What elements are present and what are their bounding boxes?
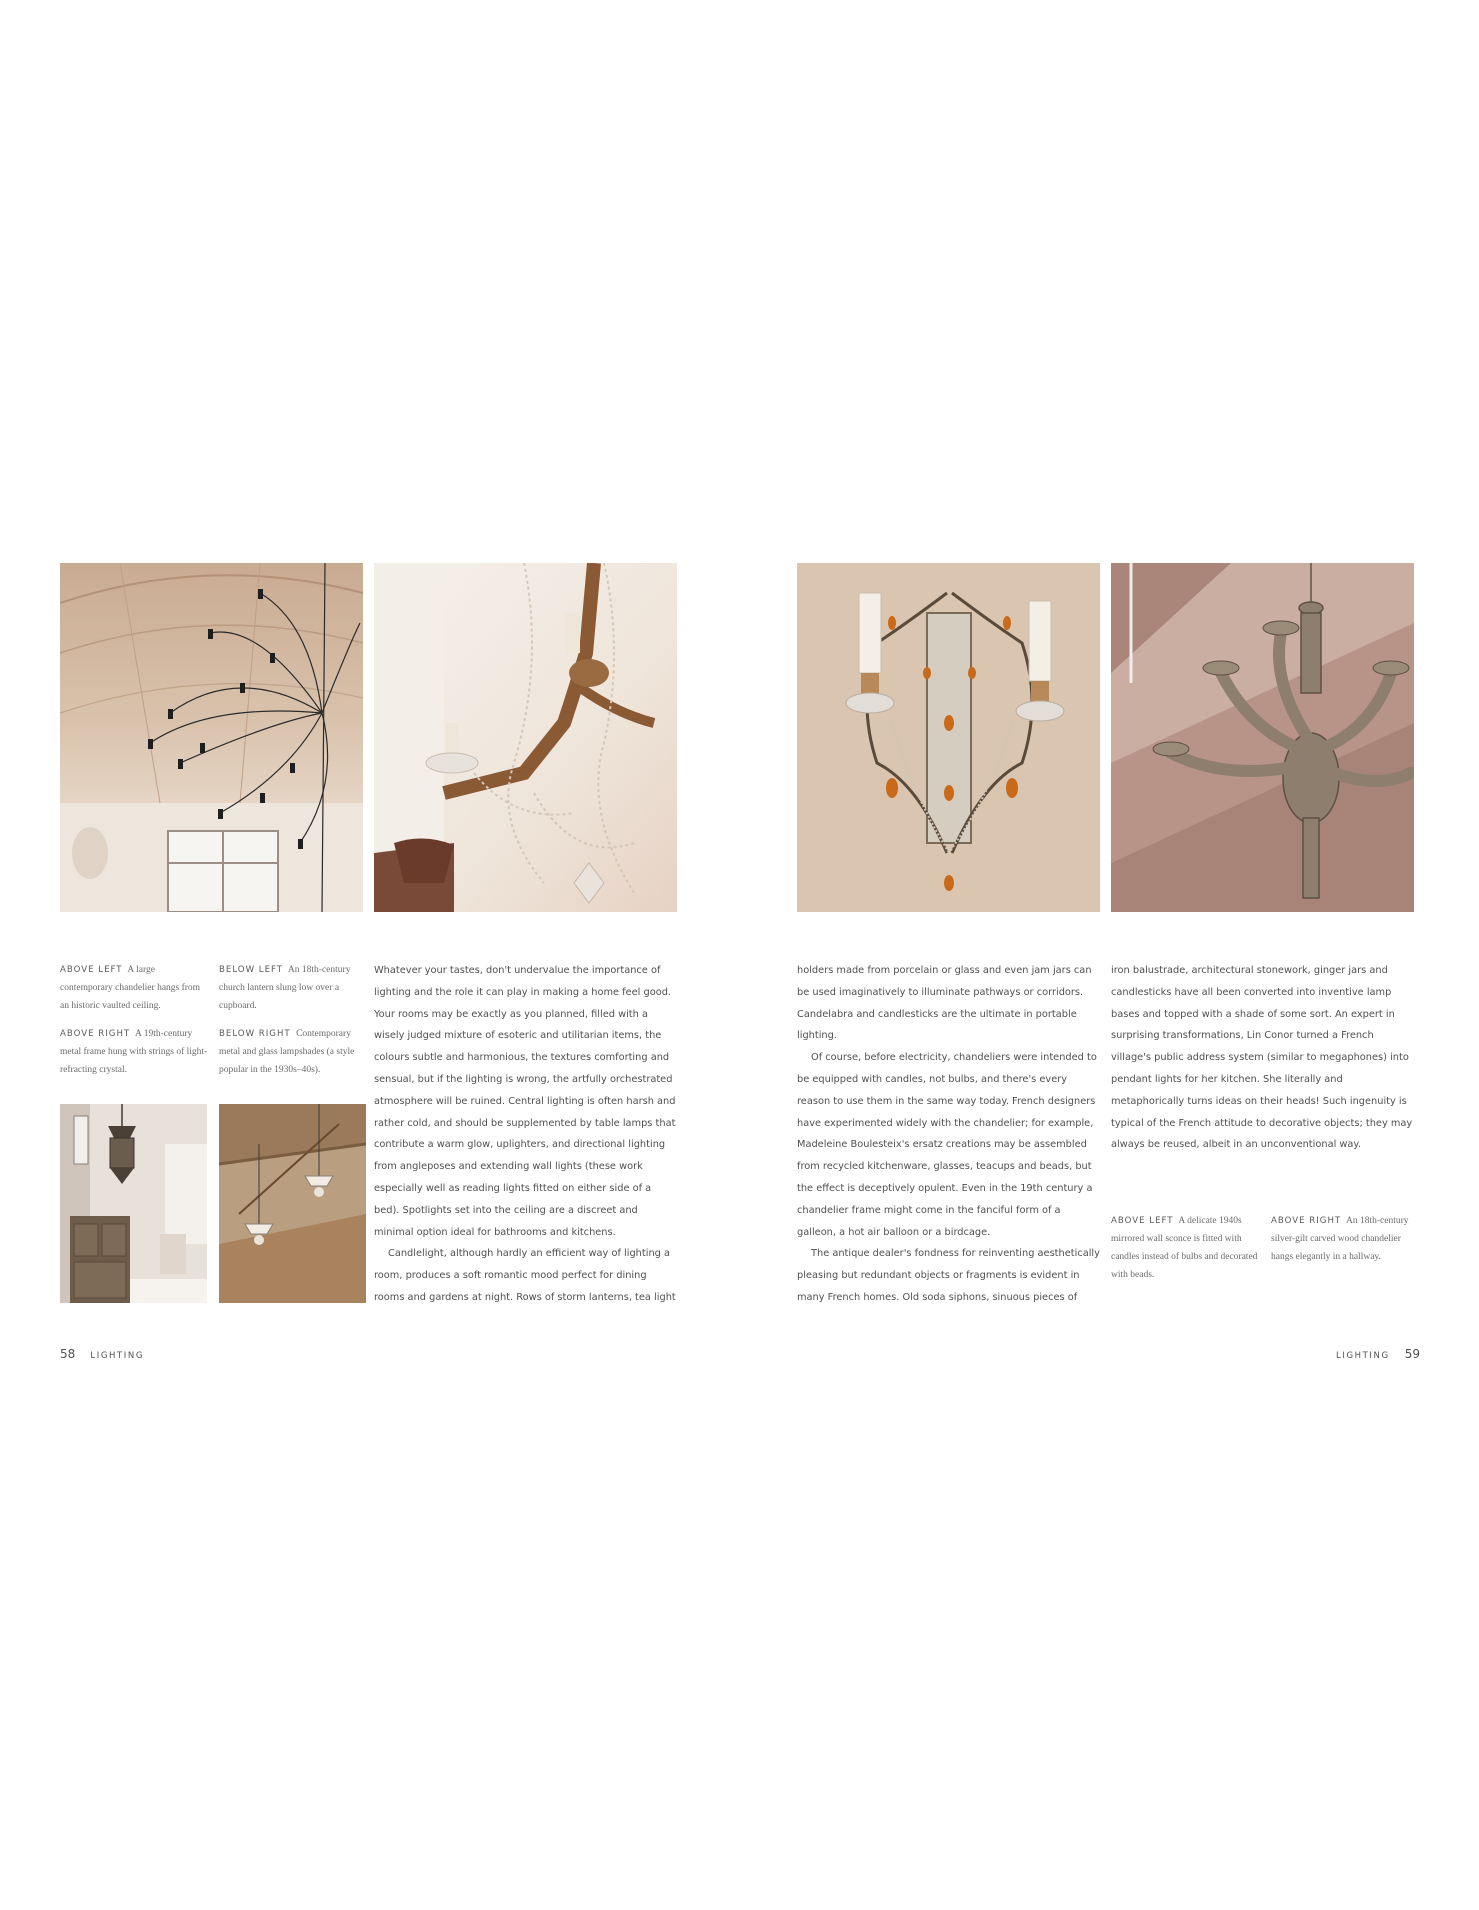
caption-label: ABOVE RIGHT (60, 1029, 131, 1039)
caption-label: BELOW LEFT (219, 965, 284, 975)
photo-church-lantern (60, 1104, 207, 1303)
photo-contemporary-chandelier (60, 563, 363, 912)
caption-above-left (1111, 1212, 1261, 1284)
page-number: 59 (1404, 1347, 1421, 1361)
caption-below-right (219, 1025, 369, 1079)
caption-label: ABOVE LEFT (60, 965, 123, 975)
body-paragraph: Of course, before electricity, chandeliers were intended to be equipped with candles, not bulbs, and there's every reason to use them in the same way today. French designers have experimented widely with the chandelier; for example, Madeleine Boulesteix's ersatz creations may be assembled from recycled kitchenware, glasses, teacups and beads, but the effect is deceptively opulent. Even in the 19th century a chandelier frame might come in the fanciful form of a galleon, a hot air balloon or a birdcage. (797, 1052, 1097, 1238)
caption-text: A delicate 1940s mirrored wall sconce is fitted with candles instead of bulbs and decorated with beads. (1111, 1216, 1258, 1280)
body-paragraph: iron balustrade, architectural stonework, ginger jars and candlesticks have all been converted into inventive lamp bases and topped with a shade of some sort. An expert in surprising transformations, Lin Conor turned a French village's public address system (similar to megaphones) into pendant lights for her kitchen. She literally and metaphorically turns ideas on their heads! Such ingenuity is typical of the French attitude to decorative objects; they may always be reused, albeit in an unconventional way. (1111, 965, 1413, 1151)
photo-carved-wood-chandelier (1111, 563, 1414, 912)
body-paragraph: The antique dealer's fondness for reinventing aesthetically pleasing but redundant objects or fragments is evident in many French homes. Old soda siphons, sinuous pieces of (797, 1248, 1100, 1303)
page-number: 58 (60, 1347, 76, 1361)
folio-left (60, 1343, 144, 1362)
caption-text: An 18th-century silver-gilt carved wood chandelier hangs elegantly in a hallway. (1271, 1216, 1409, 1262)
caption-text: An 18th-century church lantern slung low over a cupboard. (219, 965, 351, 1011)
caption-text: A 19th-century metal frame hung with strings of light-refracting crystal. (60, 1029, 208, 1075)
caption-text: Contemporary metal and glass lampshades (a style popular in the 1930s–40s). (219, 1029, 355, 1075)
body-text-left (374, 960, 677, 1309)
running-head: LIGHTING (90, 1351, 145, 1361)
caption-above-right (60, 1025, 210, 1079)
body-paragraph: holders made from porcelain or glass and even jam jars can be used imaginatively to illuminate pathways or corridors. Candelabra and candlesticks are the ultimate in portable lighting. (797, 965, 1092, 1042)
running-head: LIGHTING (1336, 1351, 1390, 1361)
caption-label: ABOVE RIGHT (1271, 1216, 1342, 1226)
photo-wall-sconce (797, 563, 1100, 912)
caption-above-left (60, 961, 210, 1015)
photo-crystal-chandelier (374, 563, 677, 912)
body-text-right-col1 (797, 960, 1100, 1309)
caption-text: A large contemporary chandelier hangs from an historic vaulted ceiling. (60, 965, 201, 1011)
folio-right (1336, 1343, 1420, 1362)
body-paragraph: Whatever your tastes, don't undervalue the importance of lighting and the role it can play in making a home feel good. Your rooms may be exactly as you planned, filled with a wisely judged mixture of esoteric and utilitarian items, the colours subtle and harmonious, the textures comforting and sensual, but if the lighting is wrong, the artfully orchestrated atmosphere will be ruined. Central lighting is often harsh and rather cold, and should be supplemented by table lamps that contribute a warm glow, uplighters, and directional lighting from angleposes and extending wall lights (these work especially well as reading lights fitted on either side of a bed). Spotlights set into the ceiling are a discreet and minimal option ideal for bathrooms and kitchens. (374, 965, 676, 1238)
caption-label: BELOW RIGHT (219, 1029, 291, 1039)
caption-label: ABOVE LEFT (1111, 1216, 1174, 1226)
caption-above-right (1271, 1212, 1416, 1266)
body-text-right-col2 (1111, 960, 1414, 1156)
body-paragraph: Candlelight, although hardly an efficient way of lighting a room, produces a soft romantic mood perfect for dining rooms and gardens at night. Rows of storm lanterns, tea light (374, 1248, 676, 1303)
caption-below-left (219, 961, 369, 1015)
photo-glass-lampshades (219, 1104, 366, 1303)
